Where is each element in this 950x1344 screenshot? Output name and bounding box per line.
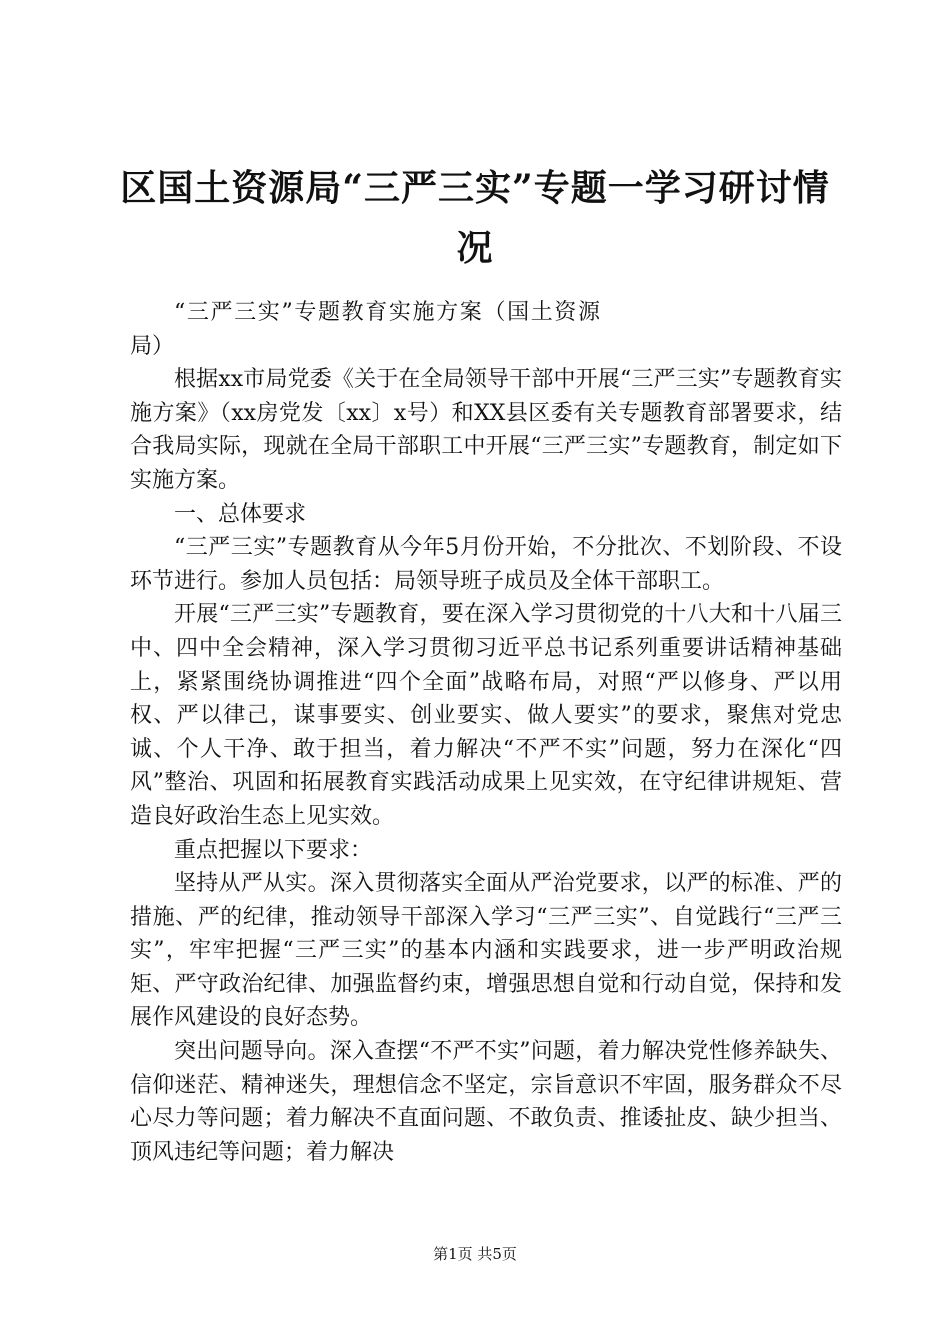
body-paragraph: 根据xx市局党委《关于在全局领导干部中开展“三严三实”专题教育实施方案》（xx房党发〔xx〕x号）和XX县区委有关专题教育部署要求，结合我局实际，现就在全局干部职工中开展“三严三实”专题教育，制定如下实施方案。 <box>130 367 842 493</box>
body-paragraph: 突出问题导向。深入查摆“不严不实”问题，着力解决党性修养缺失、信仰迷茫、精神迷失，理想信念不坚定，宗旨意识不牢固，服务群众不尽心尽力等问题；着力解决不直面问题、不敢负责、推诿扯皮、缺少担当、顶风违纪等问题；着力解决 <box>130 1039 842 1165</box>
body-paragraph: 重点把握以下要求： <box>174 837 373 863</box>
body-paragraph: 开展“三严三实”专题教育，要在深入学习贯彻党的十八大和十八届三中、四中全会精神，深入学习贯彻习近平总书记系列重要讲话精神基础上，紧紧围绕协调推进“四个全面”战略布局，对照“严以修身、严以用权、严以律己，谋事要实、创业要实、做人要实”的要求，聚焦对党忠诚、个人干净、敢于担当，着力解决“不严不实”问题，努力在深化“四风”整治、巩固和拓展教育实践活动成果上见实效，在守纪律讲规矩、营造良好政治生态上见实效。 <box>130 602 842 829</box>
document-body <box>130 296 842 1169</box>
subtitle-paragraph: “三严三实”专题教育实施方案（国土资源局） <box>130 300 600 359</box>
page-footer: 第1页 共5页 <box>433 1245 517 1263</box>
body-paragraph: 坚持从严从实。深入贯彻落实全面从严治党要求，以严的标准、严的措施、严的纪律，推动领导干部深入学习“三严三实”、自觉践行“三严三实”，牢牢把握“三严三实”的基本内涵和实践要求，进一步严明政治规矩、严守政治纪律、加强监督约束，增强思想自觉和行动自觉，保持和发展作风建设的良好态势。 <box>130 871 842 1031</box>
section-heading: 一、总体要求 <box>174 501 307 527</box>
body-paragraph: “三严三实”专题教育从今年5月份开始，不分批次、不划阶段、不设环节进行。参加人员包括：局领导班子成员及全体干部职工。 <box>130 535 842 594</box>
document-title: 区国土资源局“三严三实”专题一学习研讨情况 <box>120 167 830 269</box>
